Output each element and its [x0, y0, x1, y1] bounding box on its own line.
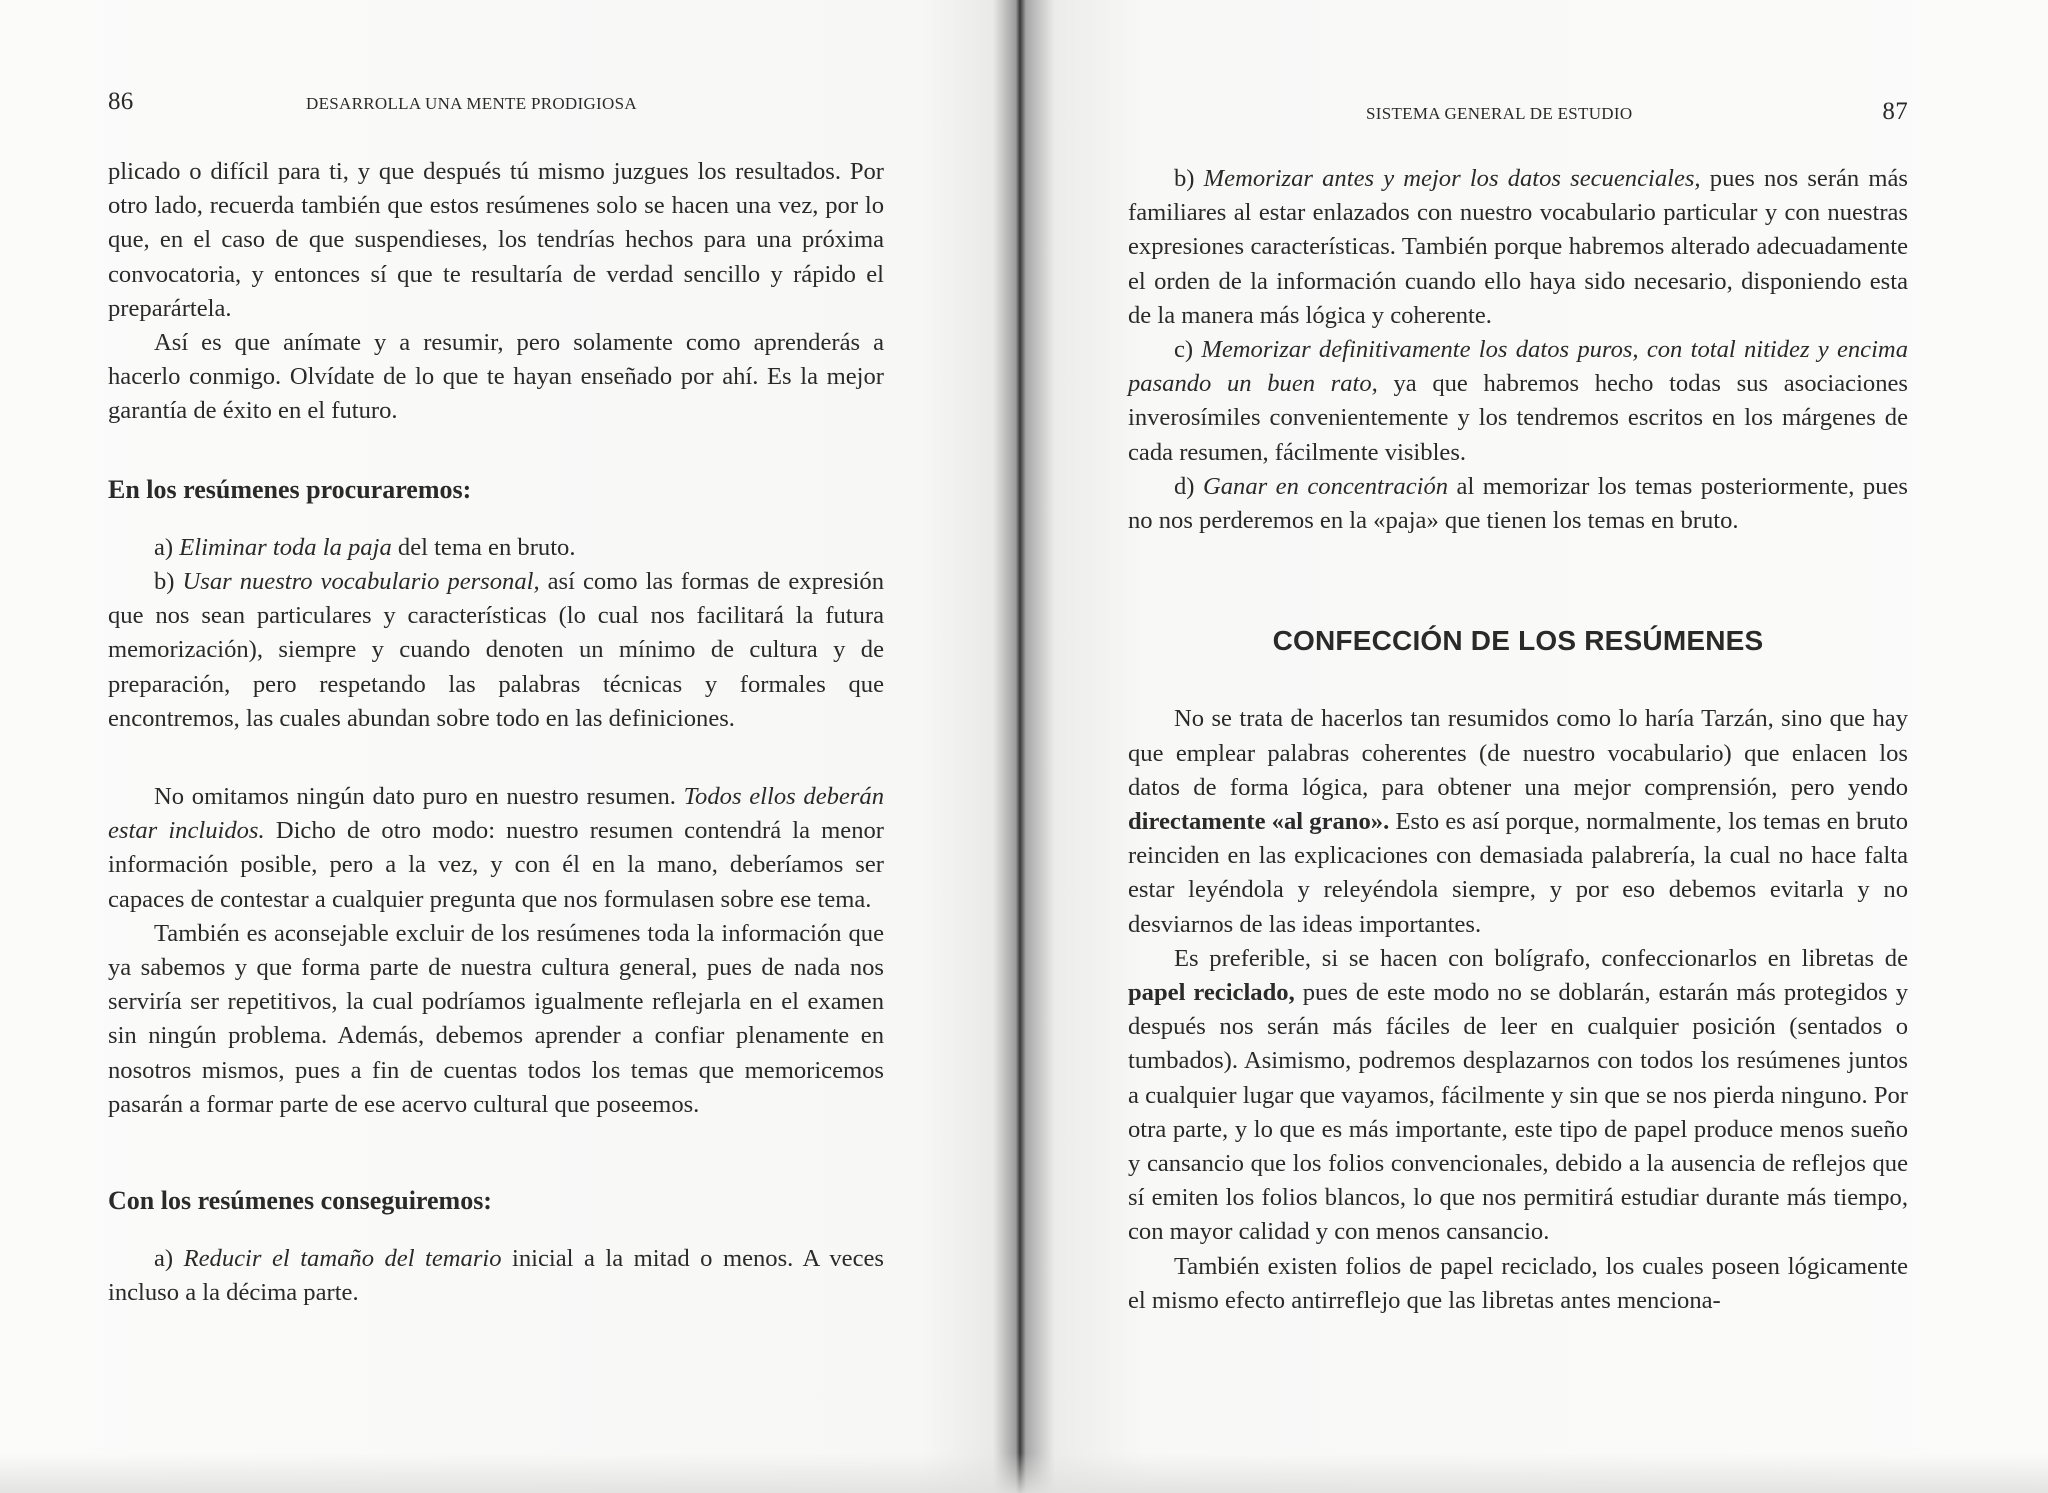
running-title-right: SISTEMA GENERAL DE ESTUDIO	[1366, 104, 1633, 123]
list-item	[1128, 470, 1908, 538]
list-marker: a)	[154, 1245, 174, 1273]
list-item-text: pues nos serán más familiares al estar enlazados con nuestro vocabulario particular y con nuestras expresiones características. También porque habremos alterado adecuadamente el orden de la información cuando ello haya sido necesario, disponiendo esta de la manera más lógica y coherente.	[1128, 165, 1909, 329]
paragraph-text: pues de este modo no se doblarán, estarán más protegidos y después nos serán más fáciles de leer en cualquier posición (sentados o tumbados). Asimismo, podremos desplazarnos con todos los resúmenes juntos a cualquier lugar que vayamos, fácilmente y sin que se nos pierda ninguno. Por otra parte, y lo que es más importante, este tipo de papel produce menos sueño y cansancio que los folios convencionales, debido a la ausencia de reflejos que sí emiten los folios blancos, lo que nos permitirá estudiar durante más tiempo, con mayor calidad y con menos cansancio.	[1128, 979, 1908, 1246]
paragraph-strong: directamente «al grano».	[1128, 808, 1390, 836]
list-item-emphasis: Memorizar definitivamente los datos puros, con total nitidez y encima pasando un buen rato,	[1128, 336, 1908, 398]
right-body-text	[1128, 162, 1908, 1318]
left-body-text	[108, 155, 884, 1311]
list-marker: b)	[154, 568, 175, 596]
list-item-emphasis: Usar nuestro vocabulario personal,	[182, 568, 540, 596]
right-running-head	[1128, 92, 1908, 132]
subheading-procuraremos: En los resúmenes procuraremos:	[108, 474, 472, 504]
list-item-emphasis: Eliminar toda la paja	[179, 533, 392, 561]
list-item-text: del tema en bruto.	[397, 533, 576, 561]
list-item-emphasis: Ganar en concentración	[1202, 472, 1449, 500]
paragraph: También es aconsejable excluir de los resúmenes toda la información que ya sabemos y que forma parte de nuestra cultura general, pues de nada nos serviría ser repetitivos, la cual podríamos igualmente reflejarla en el examen sin ningún problema. Además, debemos aprender a confiar plenamente en nosotros mismos, pues a fin de cuentas todos los temas que memoricemos pasarán a formar parte de ese acervo cultural que poseemos.	[108, 919, 884, 1118]
paragraph-strong: papel reciclado,	[1128, 979, 1295, 1007]
bottom-page-shadow	[0, 1453, 2048, 1493]
left-page	[108, 0, 884, 1493]
paragraph-text: Es preferible, si se hacen con bolígrafo, confeccionarlos en libretas de	[1174, 944, 1908, 972]
paragraph-text: No se trata de hacerlos tan resumidos como lo haría Tarzán, sino que hay que emplear palabras coherentes (de nuestro vocabulario) que enlacen los datos de forma lógica, para obtener una mejor comprensión, pero yendo	[1128, 705, 1908, 801]
subheading-conseguiremos: Con los resúmenes conseguiremos:	[108, 1186, 492, 1216]
paragraph	[108, 780, 884, 917]
list-item	[1128, 162, 1908, 333]
paragraph: plicado o difícil para ti, y que después tú mismo juzgues los resultados. Por otro lado, recuerda también que estos resúmenes solo se hacen una vez, por lo que, en el caso de que suspendieses, los tendrías hechos para una próxima convocatoria, y entonces sí que te resultaría de verdad sencillo y rápido el preparártela.	[108, 158, 884, 322]
paragraph: También existen folios de papel reciclado, los cuales poseen lógicamente el mismo efecto antirreflejo que las libretas antes menciona-	[1128, 1252, 1908, 1314]
list-item-text: al memorizar los temas posteriormente, pues no nos perderemos en la «paja» que tienen los temas en bruto.	[1128, 472, 1908, 535]
paragraph: Así es que anímate y a resumir, pero solamente como aprenderás a hacerlo conmigo. Olvídate de lo que te hayan enseñado por ahí. Es la mejor garantía de éxito en el futuro.	[108, 329, 884, 425]
list-item-text: ya que habremos hecho todas sus asociaciones inverosímiles convenientemente y los tendremos escritos en los márgenes de cada resumen, fácilmente visibles.	[1128, 370, 1908, 466]
paragraph	[1128, 942, 1908, 1250]
right-page	[1128, 0, 1908, 1493]
paragraph	[1128, 702, 1908, 941]
section-title: CONFECCIÓN DE LOS RESÚMENES	[1272, 625, 1764, 657]
paragraph-text: No omitamos ningún dato puro en nuestro resumen.	[154, 783, 676, 811]
list-item	[1128, 333, 1908, 470]
page-number-right: 87	[1882, 98, 1908, 125]
list-item	[108, 565, 884, 736]
page-number-left: 86	[108, 88, 134, 115]
list-item-text: inicial a la mitad o menos. A veces incluso a la décima parte.	[108, 1245, 884, 1307]
list-marker: a)	[154, 533, 174, 561]
list-marker: b)	[1174, 165, 1195, 192]
running-title-left: DESARROLLA UNA MENTE PRODIGIOSA	[306, 94, 637, 113]
list-item	[108, 1242, 884, 1310]
list-item	[108, 531, 884, 565]
list-item-emphasis: Reducir el tamaño del temario	[183, 1245, 502, 1273]
left-running-head	[108, 88, 884, 132]
paragraph-text: Esto es así porque, normalmente, los temas en bruto reinciden en las explicaciones con demasiada palabrería, la cual no hace falta estar leyéndola y releyéndola siempre, y por eso debemos evitarla y no desviarnos de las ideas importantes.	[1128, 808, 1909, 938]
list-marker: c)	[1174, 336, 1194, 364]
list-item-text: así como las formas de expresión que nos sean particulares y características (lo cual nos facilitará la futura memorización), siempre y cuando denoten un mínimo de cultura y de preparación, pero respetando las palabras técnicas y formales que encontremos, las cuales abundan sobre todo en las definiciones.	[108, 568, 885, 732]
paragraph-emphasis: Todos ellos deberán estar incluidos.	[108, 783, 884, 845]
list-marker: d)	[1174, 472, 1195, 500]
paragraph-text: Dicho de otro modo: nuestro resumen contendrá la menor información posible, pero a la vez, y con él en la mano, deberíamos ser capaces de contestar a cualquier pregunta que nos formulasen sobre ese tema.	[108, 817, 884, 913]
list-item-emphasis: Memorizar antes y mejor los datos secuenciales,	[1203, 165, 1701, 192]
